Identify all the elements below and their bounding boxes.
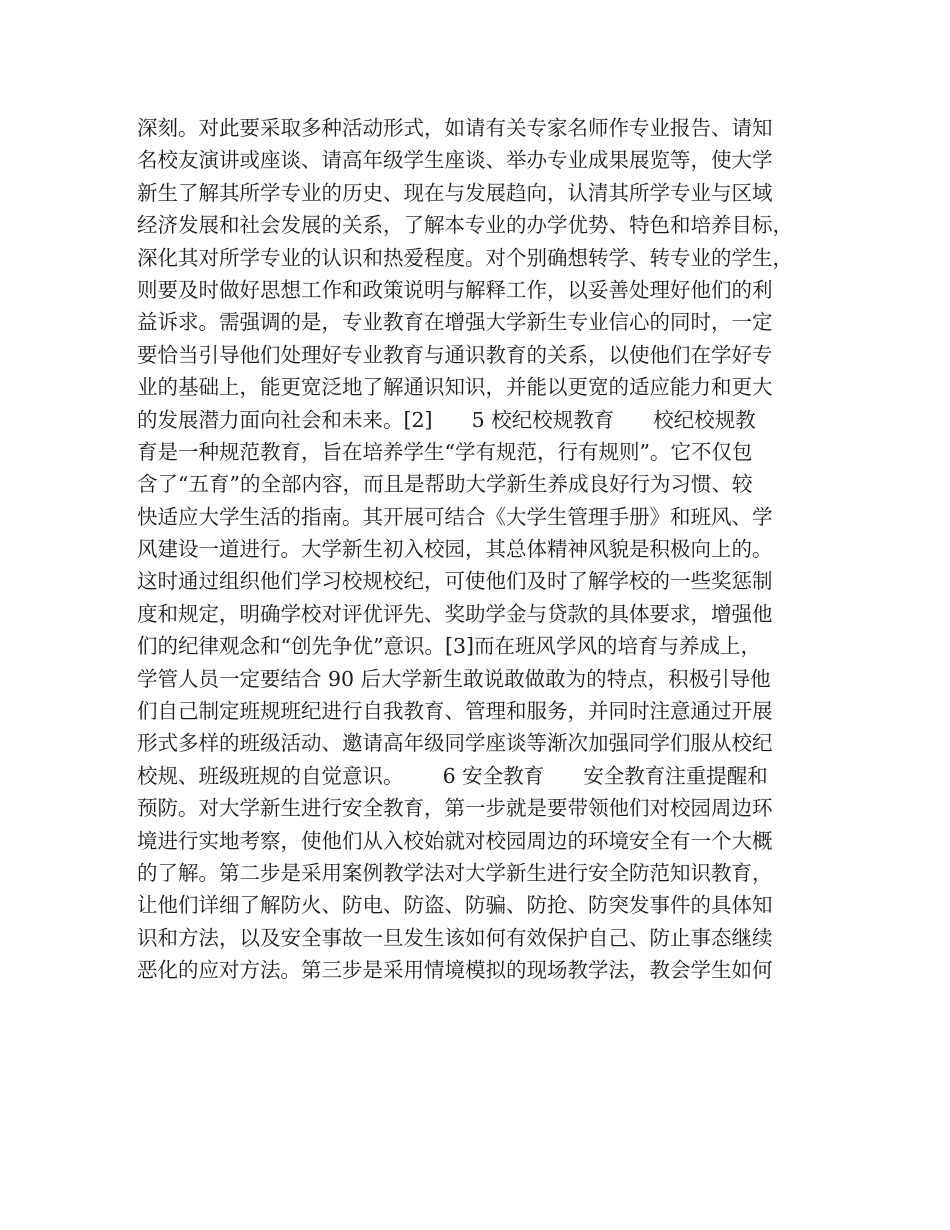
text-line: 要恰当引导他们处理好专业教育与通识教育的关系，以使他们在学好专	[137, 342, 773, 367]
text-line: 深化其对所学专业的认识和热爱程度。对个别确想转学、转专业的学生，	[137, 245, 793, 270]
text-line: 度和规定，明确学校对评优评先、奖助学金与贷款的具体要求，增强他	[137, 601, 773, 626]
text-line: 境进行实地考察，使他们从入校始就对校园周边的环境安全有一个大概	[137, 828, 773, 853]
text-line: 们自己制定班规班纪进行自我教育、管理和服务，并同时注意通过开展	[137, 699, 773, 724]
text-line: 育是一种规范教育，旨在培养学生“学有规范，行有规则”。它不仅包	[137, 439, 753, 464]
text-line: 识和方法，以及安全事故一旦发生该如何有效保护自己、防止事态继续	[137, 925, 773, 950]
text-line: 名校友演讲或座谈、请高年级学生座谈、举办专业成果展览等，使大学	[137, 148, 773, 173]
text-line: 预防。对大学新生进行安全教育，第一步就是要带领他们对校园周边环	[137, 796, 773, 821]
text-line: 含了“五育”的全部内容，而且是帮助大学新生养成良好行为习惯、较	[137, 472, 753, 497]
text-line: 校规、班级班规的自觉意识。 6 安全教育 安全教育注重提醒和	[137, 763, 768, 788]
text-line: 的了解。第二步是采用案例教学法对大学新生进行安全防范知识教育，	[137, 860, 773, 885]
text-line: 益诉求。需强调的是，专业教育在增强大学新生专业信心的同时，一定	[137, 310, 773, 335]
text-line: 这时通过组织他们学习校规校纪，可使他们及时了解学校的一些奖惩制	[137, 569, 773, 594]
text-line: 业的基础上，能更宽泛地了解通识知识，并能以更宽的适应能力和更大	[137, 375, 773, 400]
text-line: 学管人员一定要结合 90 后大学新生敢说敢做敢为的特点，积极引导他	[137, 666, 771, 691]
text-line: 的发展潜力面向社会和未来。[2] 5 校纪校规教育 校纪校规教	[137, 407, 756, 432]
text-line: 经济发展和社会发展的关系，了解本专业的办学优势、特色和培养目标，	[137, 213, 793, 238]
text-line: 们的纪律观念和“创先争优”意识。[3]而在班风学风的培育与养成上，	[137, 634, 761, 659]
text-line: 深刻。对此要采取多种活动形式，如请有关专家名师作专业报告、请知	[137, 116, 773, 140]
text-line: 形式多样的班级活动、邀请高年级同学座谈等渐次加强同学们服从校纪	[137, 731, 773, 756]
text-line: 新生了解其所学专业的历史、现在与发展趋向，认清其所学专业与区域	[137, 180, 773, 205]
text-line: 让他们详细了解防火、防电、防盗、防骗、防抢、防突发事件的具体知	[137, 893, 773, 918]
text-line: 快适应大学生活的指南。其开展可结合《大学生管理手册》和班风、学	[137, 504, 773, 529]
text-line: 则要及时做好思想工作和政策说明与解释工作，以妥善处理好他们的利	[137, 277, 773, 302]
text-line: 恶化的应对方法。第三步是采用情境模拟的现场教学法，教会学生如何	[137, 958, 773, 983]
body-text	[137, 112, 827, 987]
text-line: 风建设一道进行。大学新生初入校园，其总体精神风貌是积极向上的。	[137, 537, 773, 562]
